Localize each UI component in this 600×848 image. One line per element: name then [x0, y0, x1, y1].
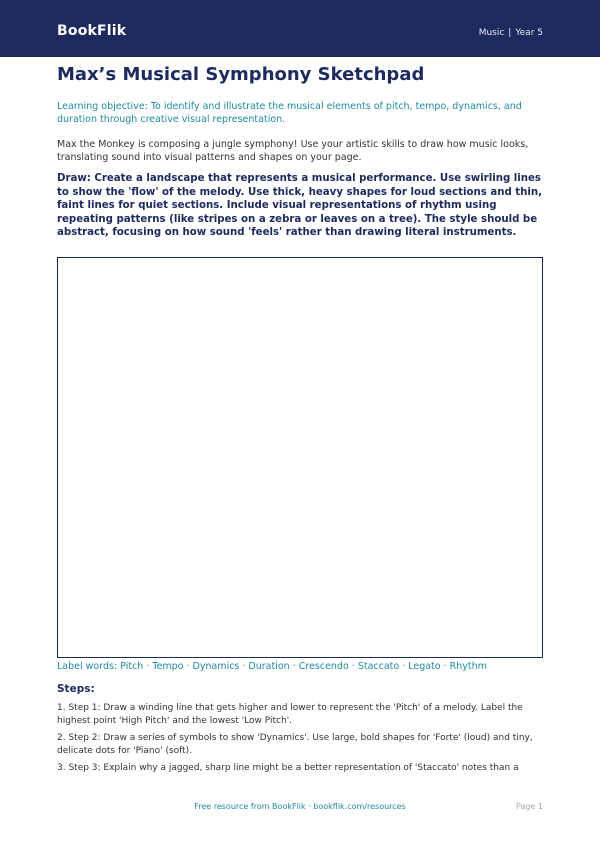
label-word: Dynamics [192, 661, 240, 672]
label-word: Crescendo [298, 661, 349, 672]
step-item: 3. Step 3: Explain why a jagged, sharp line might be a better representation of 'Staccato' notes than a [57, 763, 519, 773]
header-bar [0, 0, 600, 57]
steps-list [57, 702, 547, 779]
step-item: 1. Step 1: Draw a winding line that gets higher and lower to represent the 'Pitch' of a melody. Label the highest point 'High Pitch' and the lowest 'Low Pitch'. [57, 703, 523, 726]
steps-heading: Steps: [57, 683, 95, 695]
learning-objective: Learning objective: To identify and illustrate the musical elements of pitch, tempo, dynamics, and duration through creative visual representation. [57, 101, 522, 125]
dot-separator: · [443, 661, 447, 672]
draw-task-instructions: Draw: Create a landscape that represents a musical performance. Use swirling lines to show the 'flow' of the melody. Use thick, heavy shapes for loud sections and thin, faint lines for quiet sections. Include visual representations of rhythm using repeating patterns (like stripes on a zebra or leaves on a tree). The style should be abstract, focusing on how sound 'feels' rather than drawing literal instruments. [57, 173, 543, 238]
label-word: Legato [408, 661, 441, 672]
subject-year-label [479, 28, 543, 38]
dot-separator: · [402, 661, 406, 672]
label-word: Rhythm [449, 661, 487, 672]
dot-separator: · [292, 661, 296, 672]
drawing-area[interactable] [57, 257, 543, 658]
label-word: Tempo [152, 661, 184, 672]
label-word: Pitch [120, 661, 144, 672]
year-label: Year 5 [515, 28, 543, 38]
page-number: Page 1 [516, 802, 543, 811]
brand-logo-text[interactable]: BookFlik [57, 23, 127, 39]
label-words-prefix: Label words: [57, 661, 118, 672]
dot-separator: · [351, 661, 355, 672]
subject-label: Music [478, 28, 505, 38]
step-item: 2. Step 2: Draw a series of symbols to show 'Dynamics'. Use large, bold shapes for 'Forte' (loud) and tiny, delicate dots for 'Piano' (soft). [57, 733, 533, 756]
dot-separator: · [146, 661, 150, 672]
dot-separator: · [186, 661, 190, 672]
separator: | [508, 28, 512, 38]
footer-text[interactable]: Free resource from BookFlik · bookflik.com/resources [194, 802, 406, 811]
label-word: Staccato [357, 661, 400, 672]
dot-separator: · [242, 661, 246, 672]
label-words [57, 661, 547, 672]
label-word: Duration [248, 661, 290, 672]
intro-text: Max the Monkey is composing a jungle symphony! Use your artistic skills to draw how music looks, translating sound into visual patterns and shapes on your page. [57, 139, 529, 163]
page-title: Max’s Musical Symphony Sketchpad [57, 64, 425, 85]
